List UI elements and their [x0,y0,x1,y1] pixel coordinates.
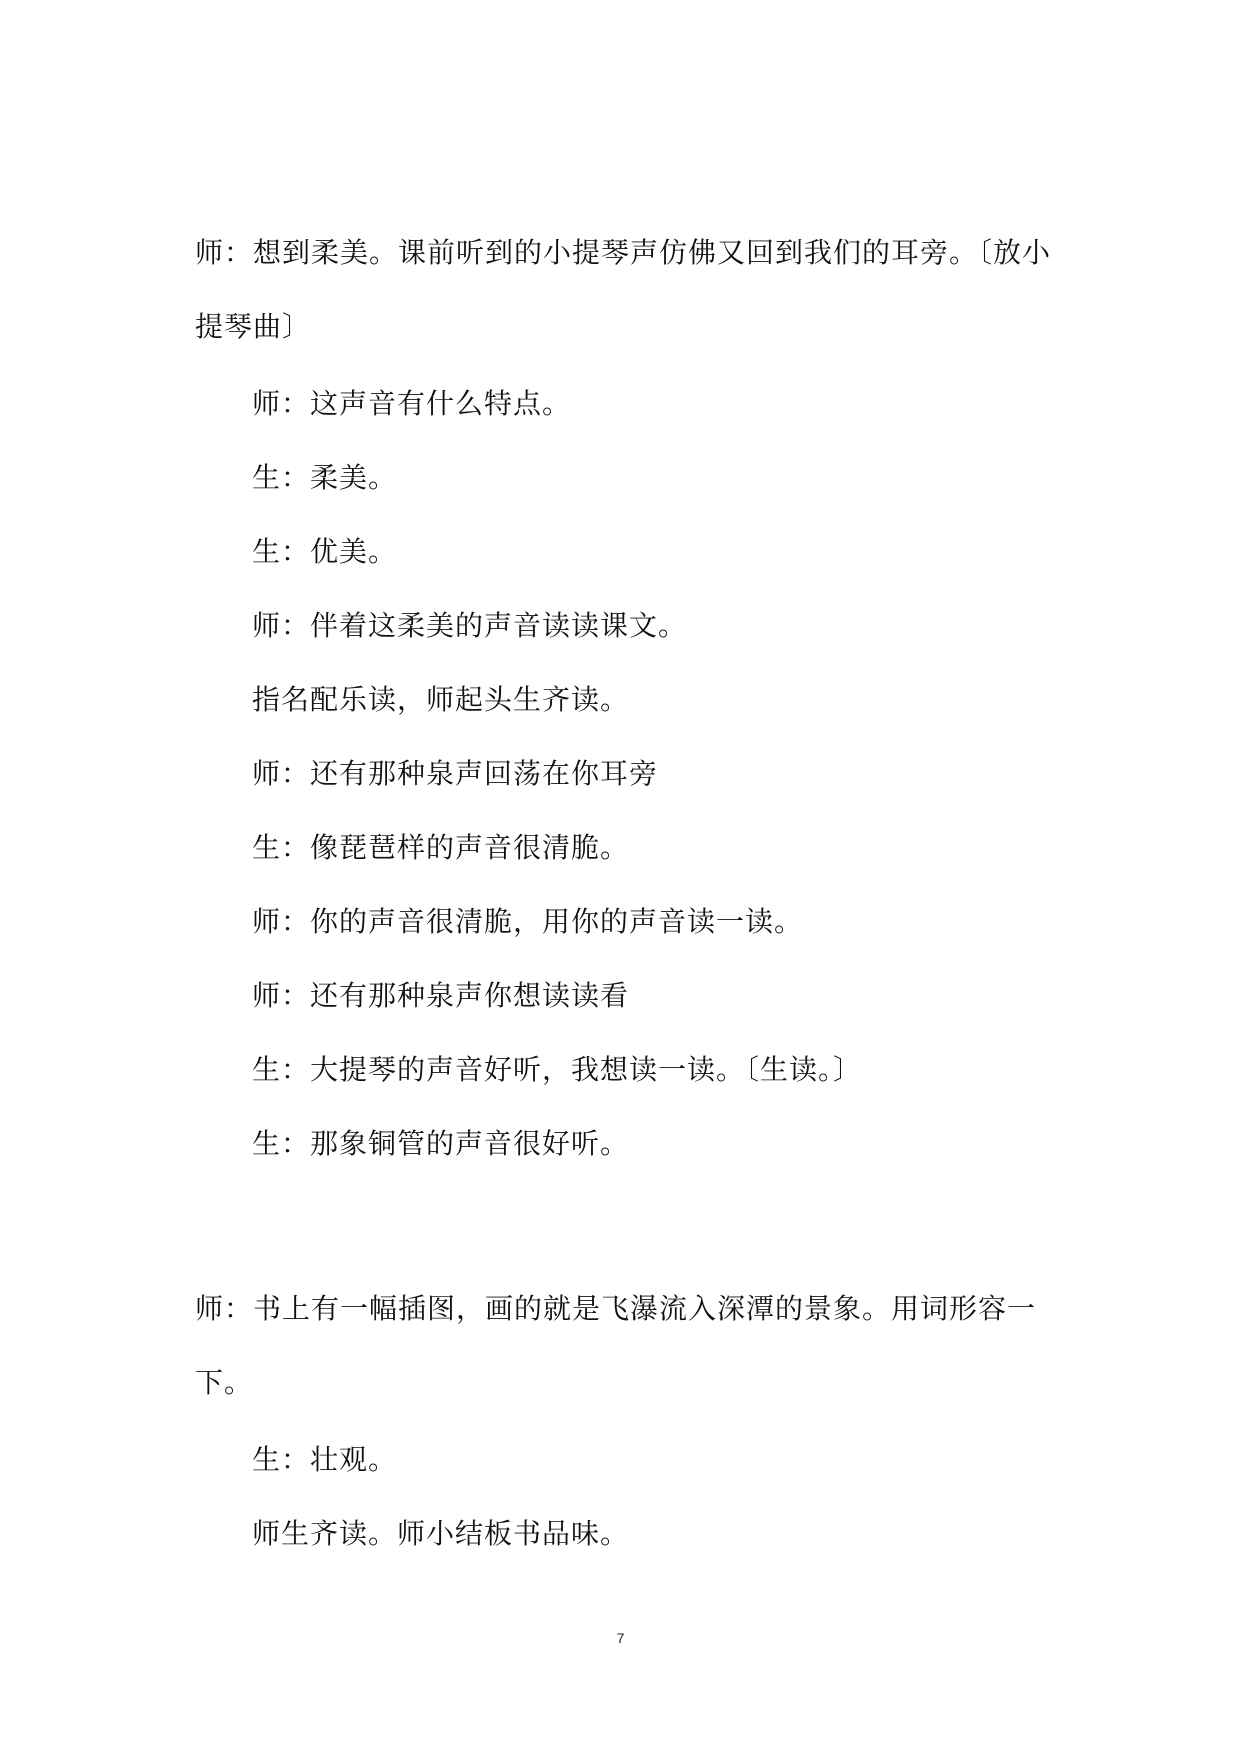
paragraph-class-reading: 师生齐读。师小结板书品味。 [252,1517,630,1550]
paragraph-teacher-question: 师：这声音有什么特点。 [252,387,572,420]
paragraph-teacher-another: 师：还有那种泉声你想读读看 [252,979,630,1012]
paragraph-teacher-spring: 师：还有那种泉声回荡在你耳旁 [252,757,659,790]
paragraph-teacher-violin: 师：想到柔美。课前听到的小提琴声仿佛又回到我们的耳旁。〔放小提琴曲〕 [195,236,1052,343]
paragraph-student-answer-1: 生：柔美。 [252,461,398,494]
paragraph-student-cello: 生：大提琴的声音好听，我想读一读。〔生读。〕 [252,1053,863,1086]
paragraph-student-brass: 生：那象铜管的声音很好听。 [252,1127,630,1160]
paragraph-reading-instruction: 指名配乐读，师起头生齐读。 [252,683,630,716]
paragraph-teacher-read: 师：伴着这柔美的声音读读课文。 [252,609,688,642]
paragraph-teacher-illustration: 师：书上有一幅插图，画的就是飞瀑流入深潭的景象。用词形容一下。 [195,1292,1037,1399]
paragraph-student-pipa: 生：像琵琶样的声音很清脆。 [252,831,630,864]
page-number: 7 [616,1630,625,1646]
paragraph-student-magnificent: 生：壮观。 [252,1443,398,1476]
paragraph-teacher-crisp: 师：你的声音很清脆，用你的声音读一读。 [252,905,804,938]
paragraph-student-answer-2: 生：优美。 [252,535,398,568]
